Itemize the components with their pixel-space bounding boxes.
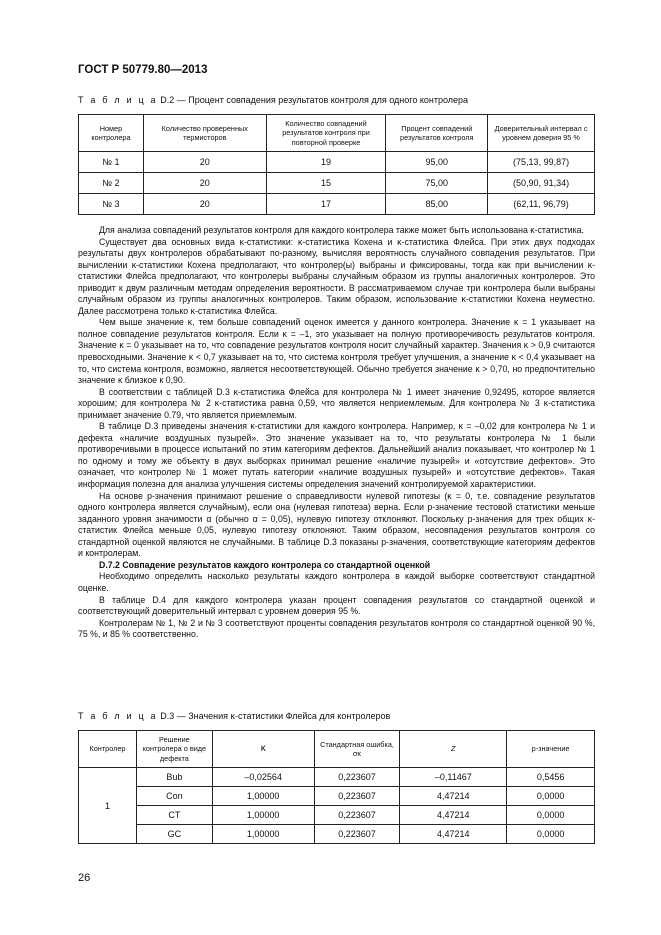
table-cell: 4,47214 [400,825,507,844]
header-cell: Количество проверенных термисторов [143,115,266,152]
table-cell: CT [136,806,212,825]
table-cell: 0,223607 [314,787,400,806]
table-cell: Bub [136,768,212,787]
header-cell: Контролер [79,731,137,768]
table-cell: 4,47214 [400,787,507,806]
table-cell: № 3 [79,194,144,215]
header-cell: Z [400,731,507,768]
header-cell: Доверительный интервал с уровнем доверия 95 % [488,115,595,152]
table-cell: 1,00000 [212,806,314,825]
document-header: ГОСТ Р 50779.80—2013 [78,64,208,76]
table-d3-caption [78,711,390,721]
table-caption-text: D.2 — Процент совпадения результатов контроля для одного контролера [160,95,469,105]
table-cell: 1,00000 [212,825,314,844]
paragraph: Существует два основных вида κ-статистики: κ-статистика Кохена и κ-статистика Флейса. При этих двух подходах результаты двух контролеров обрабатывают по-разному, вычисляя вероятность случайного совпадения результатов. При вычислении κ-статистики Кохена предполагают, что контролер(ы) выбраны и фиксированы, тогда как при вычислении κ-статистики Флейса предполагают, что контролеры выбраны случайным образом из группы аналогичных контролеров. Это приводит к двум различным методам определения вероятности. В рассматриваемом случае три контролера были выбраны случайным образом из группы аналогичных контролеров. Таким образом, использование κ-статистики Кохена неуместно. Далее рассмотрена только κ-статистика Флейса. [78,236,595,316]
table-cell: (62,11, 96,79) [488,194,595,215]
table-cell: 75,00 [386,173,488,194]
header-cell: κ [212,731,314,768]
paragraph: Чем выше значение κ, тем больше совпадений оценок имеется у данного контролера. Значение κ = 1 указывает на полное совпадение результатов контроля. Если κ = –1, это указывает на полную противоречивость результатов контроля. Значение κ = 0 указывает на то, что совпадение результатов контроля носит случайный характер. Значения κ > 0,9 считаются превосходными. Значение κ < 0,7 указывает на то, что система контроля требует улучшения, а значение κ < 0,4 указывает на то, что система контроля, возможно, является несоответствующей. Обычно требуется значение κ > 0,70, но предпочтительно значение κ близкое к 0,90. [78,317,595,386]
table-cell: Con [136,787,212,806]
table-row [79,825,595,844]
table-cell: (75,13, 99,87) [488,152,595,173]
table-cell: 0,223607 [314,806,400,825]
table-cell: № 2 [79,173,144,194]
table-header-row [79,731,595,768]
paragraph: Для анализа совпадений результатов контроля для каждого контролера также может быть использована κ-статистика. [99,225,584,235]
paragraph: Необходимо определить насколько результаты каждого контролера в каждой выборке соответствуют стандартной оценке. [78,571,595,593]
table-cell: GC [136,825,212,844]
table-cell: 95,00 [386,152,488,173]
table-cell: 0,0000 [507,787,595,806]
paragraph: В таблице D.3 приведены значения κ-статистики для каждого контролера. Например, κ = –0,02 для контролера № 1 и дефекта «наличие воздушных пузырей». Это значение указывает на то, что результаты контролера № 1 были противоречивыми в процессе испытаний по этим категориям дефектов. Дальнейший анализ показывает, что контролер № 1 по одному и тому же объекту в двух выборках принимал решение «наличие пузырей» и «отсутствие дефектов». Это означает, что контролер № 1 может путать категории «наличие воздушных пузырей» и «отсутствие дефектов». Такая информация полезна для анализа улучшения системы определения значений контролируемой характеристики. [78,421,595,490]
header-cell: Стандартная ошибка, σκ [314,731,400,768]
table-label: Т а б л и ц а [78,95,158,105]
table-cell: –0,02564 [212,768,314,787]
table-row [79,173,595,194]
table-row [79,152,595,173]
table-cell: 20 [143,194,266,215]
table-cell: 0,0000 [507,825,595,844]
paragraph: В соответствии с таблицей D.3 κ-статистика Флейса для контролера № 1 имеет значение 0,92495, которое является хорошим; для контролера № 2 κ-статистика равна 0,59, что является неприемлемым. Для контролера № 3 κ-статистика принимает значение 0.79, что является приемлемым. [78,386,595,420]
header-cell: Количество совпадений результатов контроля при повторной проверке [266,115,386,152]
paragraph: В таблице D.4 для каждого контролера указан процент совпадения результатов со стандартной оценкой и соответствующий доверительный интервал с уровнем доверия 95 %. [78,594,595,617]
table-d2-caption [78,95,468,105]
table-cell: 0,5456 [507,768,595,787]
header-cell: Номер контролера [79,115,144,152]
table-cell: 0,223607 [314,768,400,787]
table-header-row [79,115,595,152]
table-cell: 85,00 [386,194,488,215]
table-cell: 20 [143,173,266,194]
table-cell: 20 [143,152,266,173]
page-number: 26 [78,872,91,884]
header-cell: Решение контролера о виде дефекта [136,731,212,768]
table-label: Т а б л и ц а [78,711,158,721]
table-cell: –0,11467 [400,768,507,787]
table-cell: 1,00000 [212,787,314,806]
table-cell: 17 [266,194,386,215]
table-cell: 19 [266,152,386,173]
table-caption-text: D.3 — Значения κ-статистики Флейса для контролеров [160,711,391,721]
table-row [79,768,595,787]
paragraph: На основе p-значения принимают решение о справедливости нулевой гипотезы (κ = 0, т.е. совпадение результатов одного контролера является случайным), если она (нулевая гипотеза) верна. Если p-значение тестовой статистики меньше заданного уровня значимости α (обычно α = 0,05), нулевую гипотезу отклоняют. Поскольку p-значения для трех общих κ-статистик Флейса меньше 0,05, нулевую гипотезу отклоняют. Таким образом, несовпадения результатов контроля со стандартной оценкой являются не случайными. В таблице D.3 показаны p-значения, соответствующие категориям дефектов и контролерам. [78,490,595,559]
paragraph: Контролерам № 1, № 2 и № 3 соответствуют проценты совпадения результатов контроля со стандартной оценкой 90 %, 75 %, и 85 % соответственно. [78,617,595,640]
table-cell: № 1 [79,152,144,173]
body-text [78,225,595,641]
table-cell: 4,47214 [400,806,507,825]
table-row [79,806,595,825]
table-cell: (50,90, 91,34) [488,173,595,194]
table-row [79,787,595,806]
table-row [79,194,595,215]
table-cell: 0,223607 [314,825,400,844]
table-cell: 0,0000 [507,806,595,825]
controller-cell: 1 [79,768,137,844]
section-title: D.7.2 Совпадение результатов каждого контролера со стандартной оценкой [99,559,431,570]
table-d2 [78,114,595,215]
header-cell: Процент совпадений результатов контроля [386,115,488,152]
table-d3 [78,730,595,844]
table-cell: 15 [266,173,386,194]
header-cell: p-значение [507,731,595,768]
